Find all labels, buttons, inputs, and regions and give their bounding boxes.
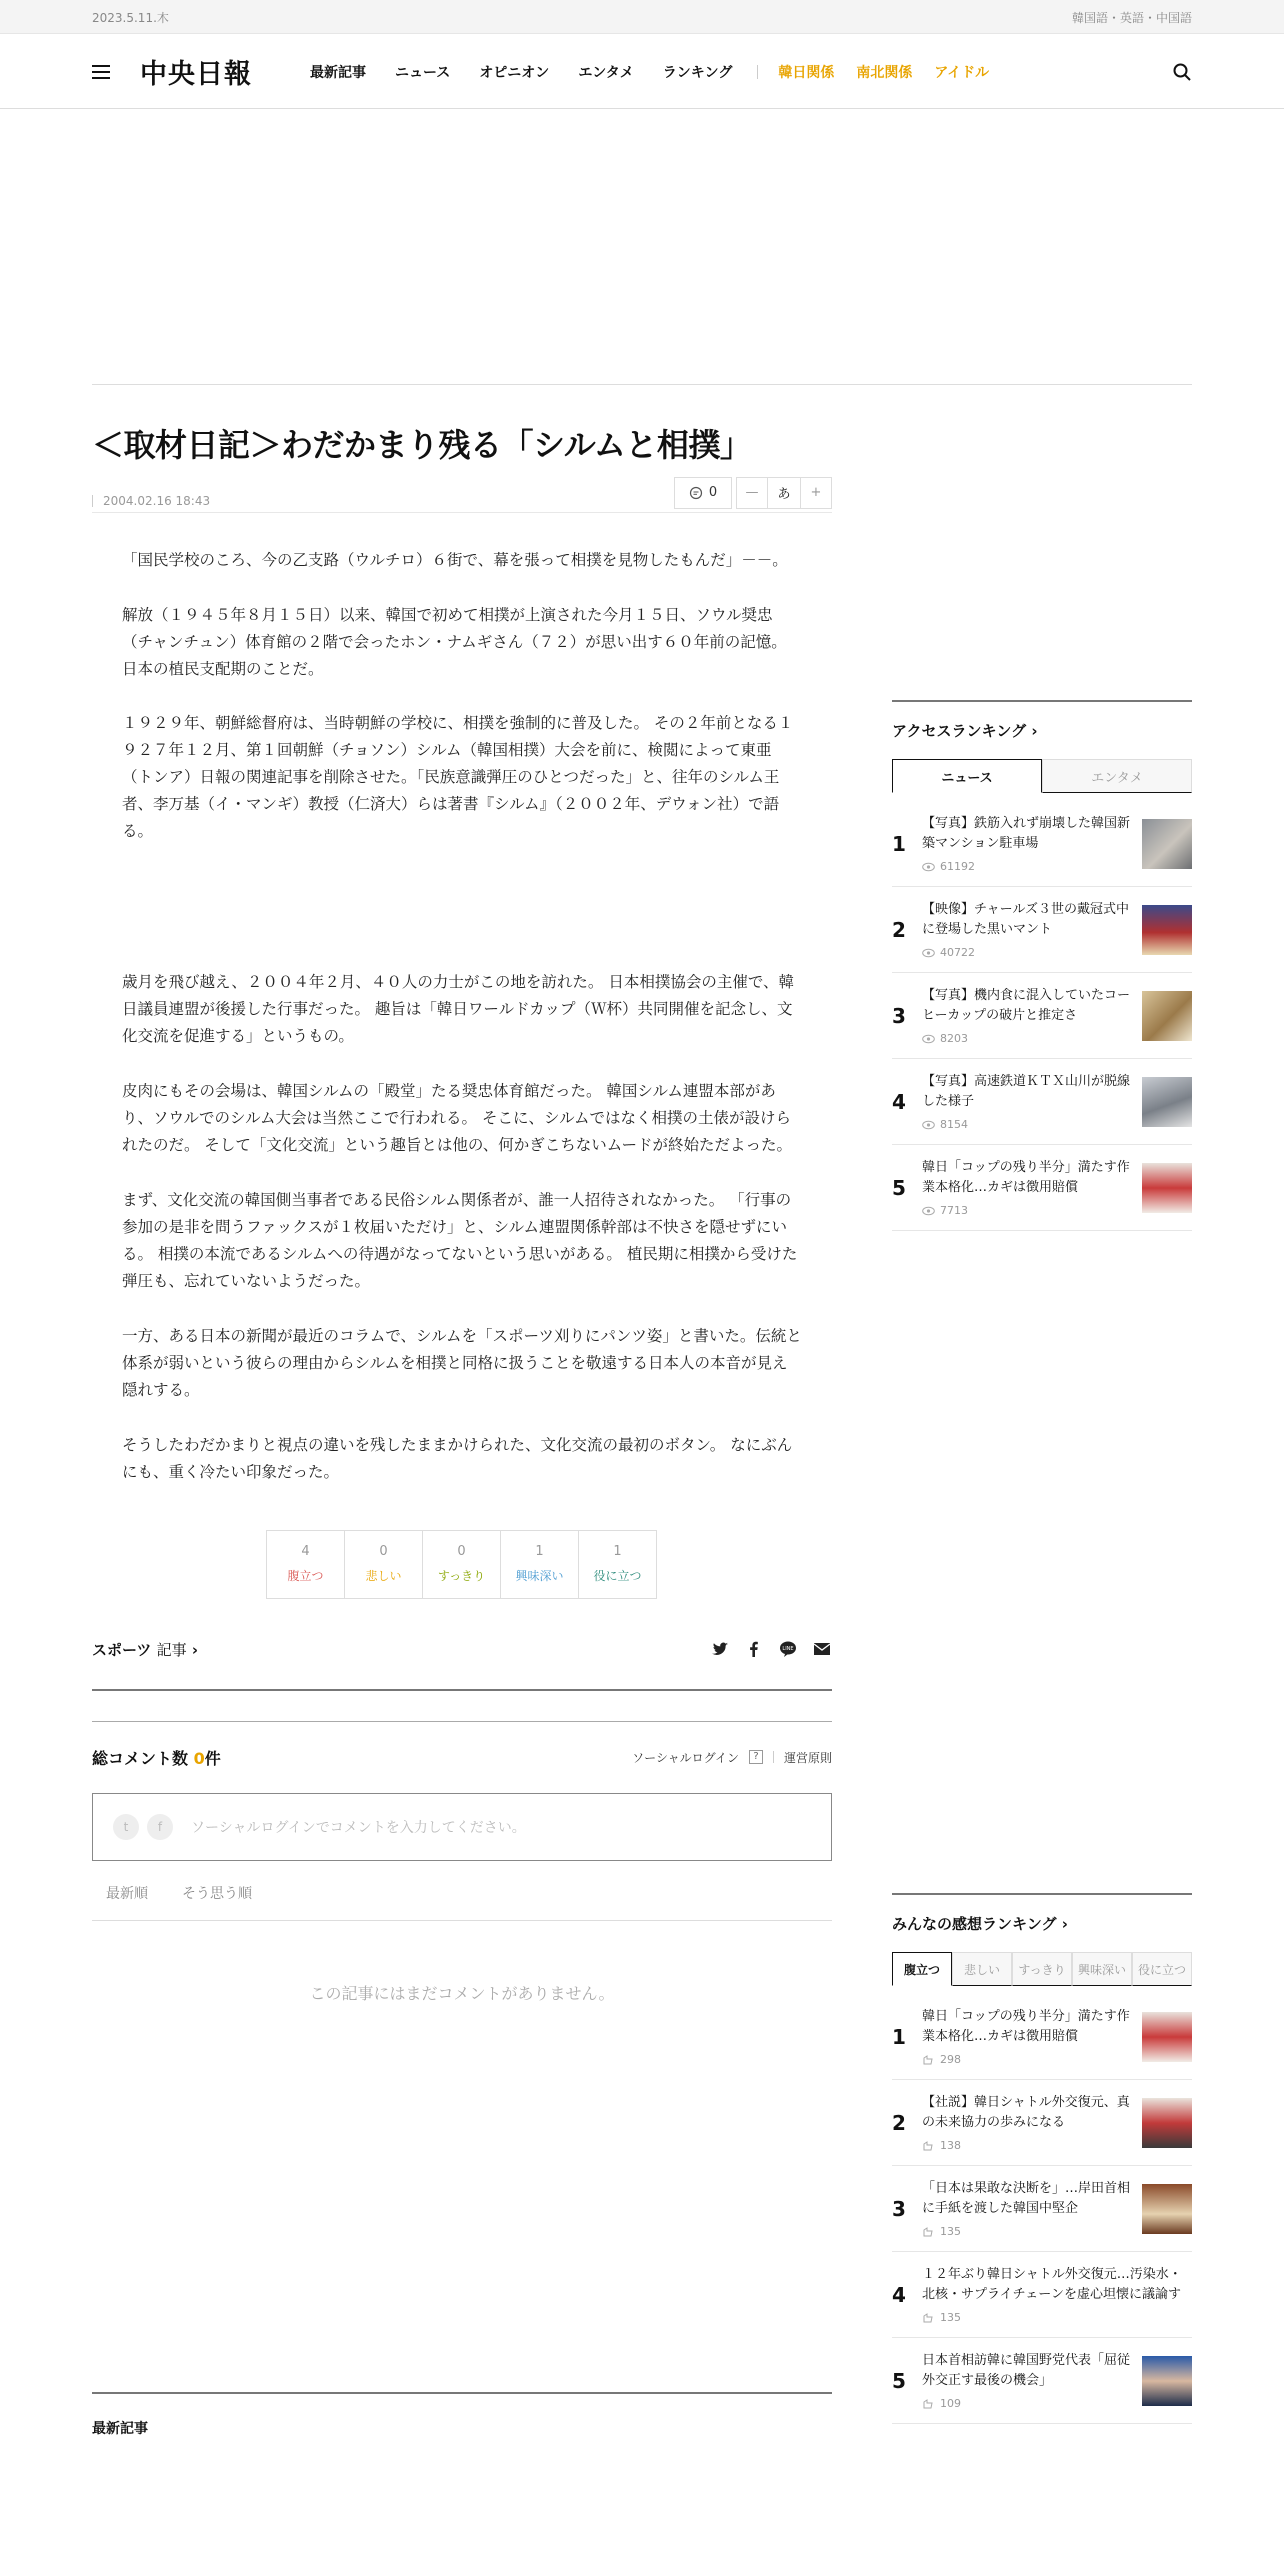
line-icon[interactable] — [778, 1639, 798, 1659]
paragraph: そうしたわだかまりと視点の違いを残したままかけられた、文化交流の最初のボタン。 なにぶんにも、重く冷たい印象だった。 — [122, 1435, 793, 1481]
view-count-icon — [922, 862, 935, 872]
ranking-title: 「日本は果敢な決断を」…岸田首相に手紙を渡した韓国中堅企 — [922, 2181, 1131, 2217]
view-count: 61192 — [940, 860, 975, 873]
site-logo[interactable]: 中央日報 — [140, 59, 252, 90]
top-utility-bar — [0, 0, 1284, 34]
ranking-thumbnail[interactable] — [1142, 1077, 1192, 1127]
rules-link[interactable]: 運営原則 — [783, 1750, 832, 1765]
view-count-icon — [922, 948, 935, 958]
nav-idol[interactable]: アイドル — [934, 64, 990, 81]
access-ranking — [892, 700, 1192, 1231]
nav-ranking[interactable]: ランキング — [662, 64, 733, 81]
ranking-number: 1 — [892, 831, 906, 856]
comment-icon — [689, 486, 703, 500]
ranking-thumbnail[interactable] — [1142, 991, 1192, 1041]
ranking-thumbnail[interactable] — [1142, 819, 1192, 869]
sort-latest[interactable]: 最新順 — [106, 1885, 148, 1902]
ranking-thumbnail[interactable] — [1142, 2356, 1192, 2406]
inline-ad-space — [122, 873, 802, 969]
ranking-item[interactable] — [892, 801, 1192, 887]
ranking-title: 【写真】機内食に混入していたコーヒーカップの破片と推定さ — [922, 988, 1131, 1024]
ranking-number: 2 — [892, 917, 906, 942]
reaction-interesting[interactable]: 1 興味深い — [500, 1530, 579, 1599]
twitter-icon[interactable] — [710, 1639, 730, 1659]
help-icon[interactable]: ? — [749, 1750, 763, 1764]
no-comments-message: この記事にはまだコメントがありません。 — [309, 1983, 615, 2003]
reaction-count: 135 — [940, 2311, 961, 2324]
paragraph: 「国民学校のころ、今の乙支路（ウルチロ）６街で、幕を張って相撲を見物したもんだ」－－。 — [122, 550, 788, 569]
view-count: 8203 — [940, 1032, 968, 1045]
comment-placeholder: ソーシャルログインでコメントを入力してください。 — [191, 1819, 526, 1836]
ranking-title: 韓日「コップの残り半分」満たす作業本格化…カギは徴用賠償 — [922, 1160, 1130, 1196]
reaction-relieved[interactable]: 0 すっきり — [422, 1530, 501, 1599]
reaction-sad[interactable]: 0 悲しい — [344, 1530, 423, 1599]
main-navigation — [0, 34, 1284, 109]
ranking-thumbnail[interactable] — [1142, 2184, 1192, 2234]
nav-korea-japan[interactable]: 韓日関係 — [778, 64, 835, 81]
font-increase-button[interactable]: + — [800, 477, 832, 509]
current-date: 2023.5.11.木 — [92, 10, 169, 25]
paragraph: 歳月を飛び越え、２００４年２月、４０人の力士がこの地を訪れた。 日本相撲協会の主催で、韓日議員連盟が後援した行事だった。 趣旨は「韓日ワールドカップ（Ｗ杯）共同開催を記念し、文化交流を促進する」というもの。 — [122, 973, 795, 1046]
view-count: 7713 — [940, 1204, 968, 1217]
nav-inter-korean[interactable]: 南北関係 — [856, 64, 913, 81]
tab-angry[interactable]: 腹立つ — [892, 1952, 952, 1986]
tab-relieved[interactable]: すっきり — [1012, 1952, 1072, 1986]
reaction-count: 109 — [940, 2397, 961, 2410]
comment-count-button[interactable] — [674, 477, 732, 509]
reaction-buttons — [92, 1530, 832, 1599]
facebook-login-icon[interactable]: f — [147, 1814, 173, 1840]
tab-news[interactable]: ニュース — [892, 759, 1042, 793]
reaction-count: 138 — [940, 2139, 961, 2152]
comment-total: 総コメント数 0件 — [92, 1748, 221, 1768]
article-body — [92, 513, 832, 1486]
nav-news[interactable]: ニュース — [395, 64, 451, 81]
ranking-number: 5 — [892, 2368, 906, 2393]
reaction-useful[interactable]: 1 役に立つ — [578, 1530, 657, 1599]
paragraph: １９２９年、朝鮮総督府は、当時朝鮮の学校に、相撲を強制的に普及した。 その２年前となる１９２７年１２月、第１回朝鮮（チョソン）シルム（韓国相撲）大会を前に、検閲によって東亜（トンア）日報の関連記事を削除させた。「民族意識弾圧のひとつだった」と、往年のシルム王者、李万基（イ・マンギ）教授（仁済大）らは著書『シルム』（２００２年、デウォン社）で語る。 — [122, 714, 794, 841]
ranking-thumbnail[interactable] — [1142, 2012, 1192, 2062]
nav-divider — [757, 65, 758, 79]
reaction-count-icon — [922, 2227, 935, 2237]
reaction-angry[interactable]: 4 腹立つ — [266, 1530, 345, 1599]
view-count-icon — [922, 1034, 935, 1044]
reaction-count-icon — [922, 2313, 935, 2323]
view-count: 40722 — [940, 946, 975, 959]
reaction-count-icon — [922, 2141, 935, 2151]
ranking-number: 4 — [892, 1089, 906, 1114]
share-buttons — [710, 1639, 832, 1659]
language-links[interactable]: 韓国語・英語・中国語 — [1071, 10, 1192, 25]
tab-useful[interactable]: 役に立つ — [1132, 1952, 1192, 1986]
paragraph: 一方、ある日本の新聞が最近のコラムで、シルムを「スポーツ刈りにパンツ姿」と書いた。伝統と体系が弱いという彼らの理由からシルムを相撲と同格に扱うことを敬遠する日本人の本音が見え隠れする。 — [122, 1327, 802, 1399]
ranking-number: 4 — [892, 2282, 906, 2307]
ranking-item[interactable] — [892, 1994, 1192, 2080]
ranking-title: 【社説】韓日シャトル外交復元、真の未来協力の歩みになる — [922, 2095, 1130, 2131]
ranking-item[interactable] — [892, 2080, 1192, 2166]
reaction-count-icon — [922, 2399, 935, 2409]
reaction-count: 298 — [940, 2053, 961, 2066]
ranking-number: 1 — [892, 2024, 906, 2049]
ranking-item[interactable] — [892, 1059, 1192, 1145]
twitter-login-icon[interactable]: t — [113, 1814, 139, 1840]
ranking-item[interactable] — [892, 2166, 1192, 2252]
email-icon[interactable] — [812, 1639, 832, 1659]
article-meta — [92, 477, 832, 513]
section-link[interactable]: スポーツ 記事 › — [92, 1640, 199, 1659]
ranking-item[interactable] — [892, 2338, 1192, 2424]
view-count: 8154 — [940, 1118, 968, 1131]
facebook-icon[interactable] — [744, 1639, 764, 1659]
ranking-number: 5 — [892, 1175, 906, 1200]
paragraph: まず、文化交流の韓国側当事者である民俗シルム関係者が、誰一人招待されなかった。 「行事の参加の是非を問うファックスが１枚届いただけ」と、シルム連盟関係幹部は不快さを隠せずにいる。 相撲の本流であるシルムへの待遇がなってないという思いがある。 植民期に相撲から受けた弾圧も、忘れていないようだった。 — [122, 1191, 798, 1291]
ranking-number: 3 — [892, 1003, 906, 1028]
ranking-thumbnail[interactable] — [1142, 905, 1192, 955]
ranking-item[interactable] — [892, 2252, 1192, 2338]
nav-entertainment[interactable]: エンタメ — [578, 64, 634, 81]
svg-text:LINE: LINE — [782, 1645, 794, 1652]
nav-opinion[interactable]: オピニオン — [479, 64, 550, 81]
font-decrease-button[interactable]: — — [736, 477, 768, 509]
tab-interesting[interactable]: 興味深い — [1072, 1952, 1132, 1986]
tab-sad[interactable]: 悲しい — [952, 1952, 1012, 1986]
latest-articles-header[interactable]: 最新記事 — [92, 2392, 832, 2438]
comment-section — [92, 1721, 832, 2004]
article-date: 2004.02.16 18:43 — [92, 495, 210, 507]
font-size-label: あ — [768, 477, 800, 509]
ranking-title: １２年ぶり韓日シャトル外交復元…汚染水・北核・サプライチェーンを虚心坦懐に議論す — [922, 2267, 1182, 2303]
nav-latest[interactable]: 最新記事 — [310, 64, 366, 81]
ranking-number: 2 — [892, 2110, 906, 2135]
social-login-link[interactable]: ソーシャルログイン — [632, 1750, 739, 1765]
article-title: ＜取材日記＞わだかまり残る「シルムと相撲」 — [92, 426, 752, 464]
comment-input[interactable] — [92, 1793, 832, 1861]
comment-sort — [92, 1861, 832, 1921]
section-header — [92, 1639, 832, 1691]
emotion-ranking — [892, 1893, 1192, 2424]
comment-count: 0 — [708, 485, 718, 501]
ranking-item[interactable] — [892, 973, 1192, 1059]
ranking-thumbnail[interactable] — [1142, 2098, 1192, 2148]
ranking-title: 日本首相訪韓に韓国野党代表「屈従外交正す最後の機会」 — [922, 2353, 1131, 2389]
ranking-title: 【写真】高速鉄道ＫＴＸ山川が脱線した様子 — [922, 1074, 1131, 1110]
sort-agree[interactable]: そう思う順 — [182, 1885, 252, 1902]
ranking-thumbnail[interactable] — [1142, 1163, 1192, 1213]
view-count-icon — [922, 1120, 935, 1130]
paragraph: 皮肉にもその会場は、韓国シルムの「殿堂」たる奨忠体育館だった。 韓国シルム連盟本部があり、ソウルでのシルム大会は当然ここで行われる。 そこに、シルムではなく相撲の土俵が設けられたのだ。 そして「文化交流」という趣旨とは他の、何かぎこちないムードが終始ただよった。 — [122, 1082, 793, 1155]
sidebar — [892, 385, 1192, 2438]
menu-icon[interactable] — [92, 65, 110, 79]
reaction-count-icon — [922, 2055, 935, 2065]
paragraph: 解放（１９４５年８月１５日）以来、韓国で初めて相撲が上演された今月１５日、ソウル奨忠（チャンチュン）体育館の２階で会ったホン・ナムギさん（７２）が思い出す６０年前の記憶。 日本の植民支配期のことだ。 — [122, 605, 787, 678]
view-count-icon — [922, 1206, 935, 1216]
search-icon[interactable] — [1172, 62, 1192, 82]
ranking-number: 3 — [892, 2196, 906, 2221]
access-ranking-title[interactable]: アクセスランキング › — [892, 700, 1192, 741]
ranking-title: 韓日「コップの残り半分」満たす作業本格化…カギは徴用賠償 — [922, 2009, 1130, 2045]
tab-entertainment[interactable]: エンタメ — [1042, 759, 1192, 793]
ranking-title: 【写真】鉄筋入れず崩壊した韓国新築マンション駐車場 — [922, 816, 1131, 852]
article-column — [92, 385, 832, 2438]
ranking-item[interactable] — [892, 1145, 1192, 1231]
emotion-ranking-title[interactable]: みんなの感想ランキング › — [892, 1893, 1192, 1934]
ranking-title: 【映像】チャールズ３世の戴冠式中に登場した黒いマント — [922, 902, 1129, 938]
ad-banner-area — [92, 109, 1192, 385]
reaction-count: 135 — [940, 2225, 961, 2238]
ranking-item[interactable] — [892, 887, 1192, 973]
